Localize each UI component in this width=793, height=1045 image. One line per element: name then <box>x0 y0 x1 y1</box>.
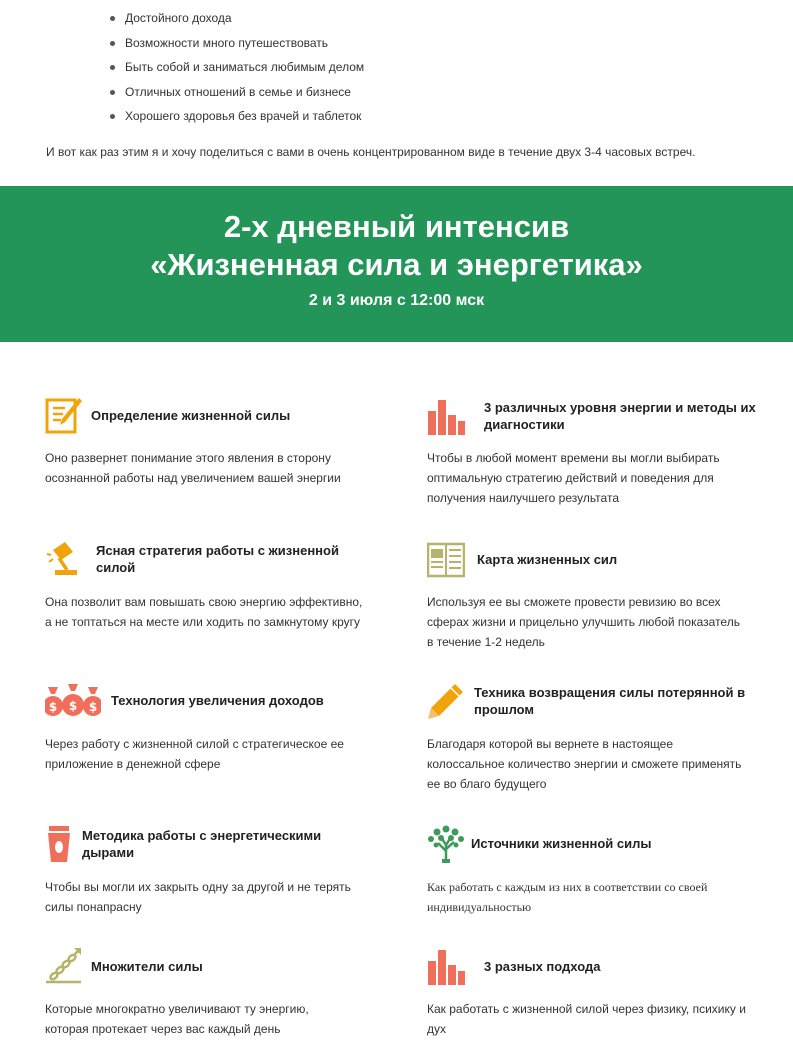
feature-title: Множители силы <box>91 959 203 974</box>
feature-title: Определение жизненной силы <box>91 408 291 423</box>
growth-chain-icon <box>45 946 83 984</box>
svg-text:$: $ <box>88 700 98 714</box>
banner-subtitle: «Жизненная сила и энергетика» <box>150 247 643 282</box>
feature-description: Оно развернет понимание этого явления в сторону осознанной работы над увеличением вашей энергии <box>45 451 341 485</box>
feature-description: Как работать с жизненной силой через физику, психику и дух <box>427 1002 746 1036</box>
banner-date: 2 и 3 июля с 12:00 мск <box>308 292 485 309</box>
feature-description: Которые многократно увеличивают ту энергию, которая протекает через вас каждый день <box>45 1002 309 1036</box>
banner-title: 2-х дневный интенсив <box>223 209 570 244</box>
newspaper-icon <box>427 541 465 579</box>
feature-title: Источники жизненной силы <box>471 836 652 851</box>
feature-title: Технология увеличения доходов <box>111 693 324 708</box>
tree-icon <box>427 825 465 863</box>
svg-text:$: $ <box>48 700 58 714</box>
bar-chart-icon <box>427 947 465 985</box>
feature-description: Используя ее вы сможете провести ревизию во всех сферах жизни и прицельно улучшить любой показатель в течение 1-2 недель <box>427 595 740 649</box>
feature-description: Благодаря которой вы вернете в настоящее колоссальное количество энергии и сможете применять ее во благо будущего <box>427 737 742 791</box>
feature-description: Чтобы в любой момент времени вы могли выбирать оптимальную стратегию действий и поведения для получения наилучшего результата <box>427 451 720 505</box>
cup-icon <box>45 825 83 863</box>
list-item: Возможности много путешествовать <box>108 35 364 60</box>
desk-lamp-icon <box>45 540 83 578</box>
list-item: Достойного дохода <box>108 10 364 35</box>
pencil-icon <box>427 682 465 720</box>
feature-description: Она позволит вам повышать свою энергию эффективно, а не топтаться на месте или ходить по замкнутому кругу <box>45 595 363 629</box>
feature-title: Ясная стратегия работы с жизненной силой <box>96 543 339 575</box>
benefits-list <box>108 10 364 133</box>
list-item: Быть собой и заниматься любимым делом <box>108 59 364 84</box>
money-bags-icon <box>45 682 101 720</box>
feature-title: Карта жизненных сил <box>477 552 618 567</box>
feature-title: Техника возвращения силы потерянной в прошлом <box>474 685 746 717</box>
bar-chart-icon <box>427 397 465 435</box>
pen-paper-icon <box>45 396 83 434</box>
feature-description: Как работать с каждым из них в соответствии со своей индивидуальностью <box>427 880 708 914</box>
intro-paragraph: И вот как раз этим я и хочу поделиться с вами в очень концентрированном виде в течение двух 3-4 часовых встреч. <box>46 145 696 159</box>
feature-description: Через работу с жизненной силой с стратегическое ее приложение в денежной сфере <box>45 737 344 771</box>
list-item: Отличных отношений в семье и бизнесе <box>108 84 364 109</box>
feature-title: 3 различных уровня энергии и методы их диагностики <box>484 400 756 432</box>
feature-title: Методика работы с энергетическими дырами <box>82 828 322 860</box>
feature-title: 3 разных подхода <box>484 959 601 974</box>
feature-description: Чтобы вы могли их закрыть одну за другой и не терять силы понапрасну <box>45 880 351 914</box>
intro-section <box>0 0 793 186</box>
intensive-banner <box>0 186 793 342</box>
list-item: Хорошего здоровья без врачей и таблеток <box>108 108 364 133</box>
svg-text:$: $ <box>68 699 78 713</box>
